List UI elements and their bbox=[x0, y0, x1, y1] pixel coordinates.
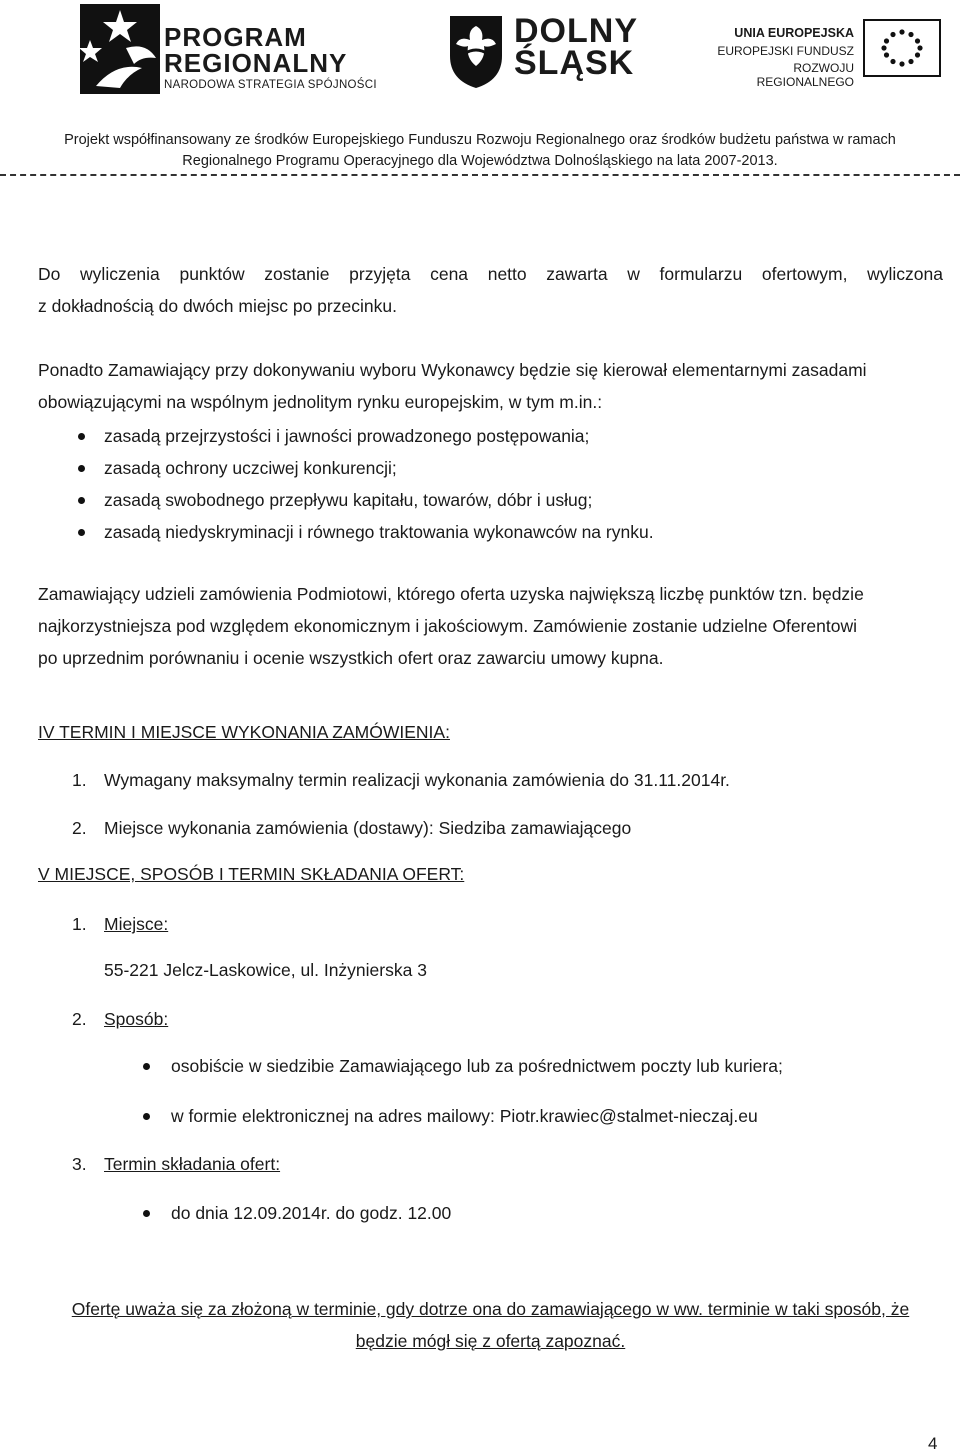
deadline-item: do dnia 12.09.2014r. do godz. 12.00 bbox=[171, 1203, 452, 1223]
principles-intro-line1: Ponadto Zamawiający przy dokonywaniu wyboru Wykonawcy będzie się kierował elementarnymi zasadami bbox=[38, 360, 867, 380]
eu-logo-line2: EUROPEJSKI FUNDUSZ bbox=[717, 44, 854, 58]
funding-line1: Projekt współfinansowany ze środków Europejskiego Funduszu Rozwoju Regionalnego oraz środków budżetu państwa w ramach bbox=[64, 132, 896, 148]
paragraph-principles-intro bbox=[38, 354, 943, 418]
section-iv-item2-number: 2. bbox=[72, 818, 87, 838]
paragraph-price-line2: z dokładnością do dwóch miejsc po przecinku. bbox=[38, 296, 397, 316]
eu-flag-icon bbox=[700, 16, 942, 82]
paragraph-award bbox=[38, 578, 943, 674]
principle-item: zasadą ochrony uczciwej konkurencji; bbox=[104, 458, 397, 478]
bullet-icon bbox=[143, 1210, 150, 1217]
paragraph-price-line1: Do wyliczenia punktów zostanie przyjęta cena netto zawarta w formularzu ofertowym, wyliczona bbox=[38, 264, 943, 284]
eu-logo-line3: ROZWOJU REGIONALNEGO bbox=[756, 61, 854, 89]
dolny-slask-line2: ŚLĄSK bbox=[514, 44, 635, 82]
award-line3: po uprzednim porównaniu i ocenie wszystkich ofert oraz zawarciu umowy kupna. bbox=[38, 648, 664, 668]
principle-item: zasadą niedyskryminacji i równego traktowania wykonawców na rynku. bbox=[104, 522, 654, 542]
place-number: 1. bbox=[72, 914, 87, 934]
method-item: w formie elektronicznej na adres mailowy: Piotr.krawiec@stalmet-nieczaj.eu bbox=[171, 1106, 758, 1126]
program-logo-line1: PROGRAM bbox=[164, 22, 307, 52]
program-logo-line3: NARODOWA STRATEGIA SPÓJNOŚCI bbox=[164, 79, 377, 91]
bullet-icon bbox=[143, 1063, 150, 1070]
section-iv-heading: IV TERMIN I MIEJSCE WYKONANIA ZAMÓWIENIA: bbox=[38, 722, 450, 742]
section-v-heading: V MIEJSCE, SPOSÓB I TERMIN SKŁADANIA OFERT: bbox=[38, 864, 465, 884]
award-line2: najkorzystniejsza pod względem ekonomicznym i jakościowym. Zamówienie zostanie udzielne Oferentowi bbox=[38, 616, 857, 636]
bullet-icon bbox=[78, 497, 85, 504]
funding-statement bbox=[20, 130, 940, 172]
paragraph-price-cont bbox=[38, 290, 943, 322]
bullet-icon bbox=[78, 529, 85, 536]
principles-intro-line2: obowiązującymi na wspólnym jednolitym rynku europejskim, w tym m.in.: bbox=[38, 392, 603, 412]
bullet-icon bbox=[78, 465, 85, 472]
principle-item: zasadą przejrzystości i jawności prowadzonego postępowania; bbox=[104, 426, 590, 446]
eu-logo-line1: UNIA EUROPEJSKA bbox=[734, 26, 854, 40]
dolny-slask-line1: DOLNY bbox=[514, 12, 638, 50]
deadline-label: Termin składania ofert: bbox=[104, 1154, 281, 1174]
method-number: 2. bbox=[72, 1009, 87, 1029]
submission-note bbox=[38, 1293, 943, 1357]
bullet-icon bbox=[78, 433, 85, 440]
page-number: 4 bbox=[928, 1434, 938, 1453]
place-label: Miejsce: bbox=[104, 914, 169, 934]
header-divider bbox=[0, 174, 960, 176]
document-header bbox=[0, 0, 960, 180]
program-logo-line2: REGIONALNY bbox=[164, 48, 348, 78]
principle-item: zasadą swobodnego przepływu kapitału, towarów, dóbr i usług; bbox=[104, 490, 593, 510]
place-address: 55-221 Jelcz-Laskowice, ul. Inżynierska 3 bbox=[104, 960, 427, 980]
paragraph-price bbox=[38, 258, 943, 290]
section-iv-item1-number: 1. bbox=[72, 770, 87, 790]
section-iv-item1-text: Wymagany maksymalny termin realizacji wykonania zamówienia do 31.11.2014r. bbox=[104, 770, 730, 790]
bullet-icon bbox=[143, 1113, 150, 1120]
section-iv-item2-text: Miejsce wykonania zamówienia (dostawy): Siedziba zamawiającego bbox=[104, 818, 632, 838]
method-label: Sposób: bbox=[104, 1009, 169, 1029]
submission-note-line1: Ofertę uważa się za złożoną w terminie, gdy dotrze ona do zamawiającego w ww. terminie w taki sposób, że bbox=[71, 1299, 910, 1319]
deadline-number: 3. bbox=[72, 1154, 87, 1174]
submission-note-line2: będzie mógł się z ofertą zapoznać. bbox=[355, 1331, 626, 1351]
method-item: osobiście w siedzibie Zamawiającego lub za pośrednictwem poczty lub kuriera; bbox=[171, 1056, 783, 1076]
funding-line2: Regionalnego Programu Operacyjnego dla Województwa Dolnośląskiego na lata 2007-2013. bbox=[182, 153, 778, 169]
award-line1: Zamawiający udzieli zamówienia Podmiotowi, którego oferta uzyska największą liczbę punktów tzn. będzie bbox=[38, 584, 864, 604]
